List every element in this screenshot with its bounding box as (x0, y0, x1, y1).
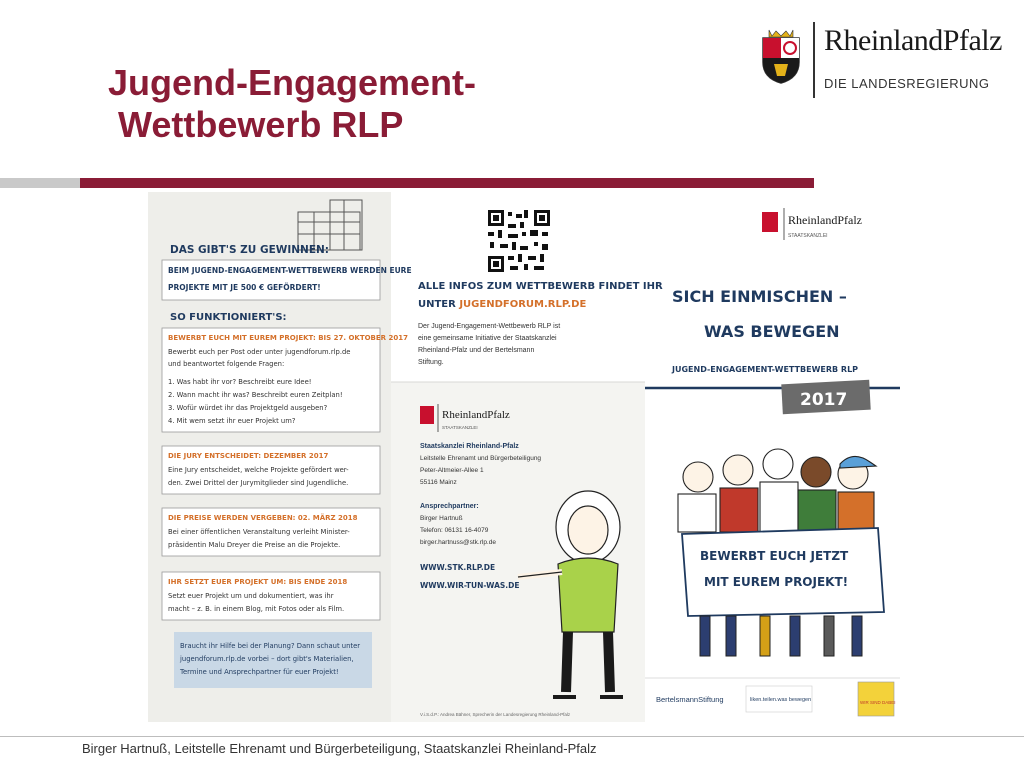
coat-of-arms-icon (760, 28, 802, 84)
org-line: 55116 Mainz (420, 479, 457, 486)
step3-title: DIE PREISE WERDEN VERGEBEN: 02. MÄRZ 2018 (168, 514, 358, 522)
slide-title-line1: Jugend-Engagement- (108, 62, 477, 103)
partner-wir-sind-dabei: WIR SIND DABEI (860, 700, 896, 705)
contact-line: Birger Hartnuß (420, 515, 463, 522)
kids-banner (682, 528, 884, 616)
step2-line: den. Zwei Drittel der Jurymitglieder sind Jugendliche. (168, 479, 349, 487)
coat-of-arms-icon (762, 212, 778, 232)
step4-title: IHR SETZT EUER PROJEKT UM: BIS ENDE 2018 (168, 578, 348, 586)
org-line: Leitstelle Ehrenamt und Bürgerbeteiligung (420, 455, 542, 462)
step2-title: DIE JURY ENTSCHEIDET: DEZEMBER 2017 (168, 452, 329, 460)
partner-bertelsmann: BertelsmannStiftung (656, 695, 724, 704)
qr-code-icon (486, 208, 552, 274)
org-line: Peter-Altmeier-Allee 1 (420, 467, 484, 474)
step1-line: 4. Mit wem setzt ihr euer Projekt um? (168, 417, 296, 425)
logo-subtitle: DIE LANDESREGIERUNG (824, 76, 990, 91)
coat-of-arms-icon (420, 406, 434, 424)
step2-line: Eine Jury entscheidet, welche Projekte gefördert wer- (168, 466, 349, 474)
contact-line: Telefon: 06131 16-4079 (420, 527, 489, 534)
how-heading: SO FUNKTIONIERT'S: (170, 312, 287, 323)
info-line2-prefix: UNTER (418, 299, 460, 310)
banner-line2: MIT EUREM PROJEKT! (704, 575, 849, 589)
flyer-subhead: JUGEND-ENGAGEMENT-WETTBEWERB RLP (672, 365, 859, 374)
flyer-headline-1: SICH EINMISCHEN – (672, 287, 847, 306)
step1-line: 1. Was habt ihr vor? Beschreibt eure Idee! (168, 378, 312, 386)
info-line1: ALLE INFOS ZUM WETTBEWERB FINDET IHR (418, 281, 663, 292)
partner-liken: liken.teilen.was bewegen (750, 697, 812, 703)
mini-logo-name: RheinlandPfalz (788, 213, 862, 227)
imprint-text: V.i.S.d.P.: Andrea Bähner, Sprecherin der Landesregierung Rheinland-Pfalz (420, 712, 571, 717)
slide-title (108, 62, 568, 146)
flyer-headline-2: WAS BEWEGEN (704, 322, 840, 341)
year-text: 2017 (800, 390, 848, 410)
mini-logo-sub: STAATSKANZLEI (442, 425, 478, 430)
prize-heading: DAS GIBT'S ZU GEWINNEN: (170, 244, 329, 256)
desc-line: Rheinland-Pfalz und der Bertelsmann (418, 347, 535, 354)
slide-title-line2: Wettbewerb RLP (118, 104, 404, 145)
mini-logo-sub: STAATSKANZLEI (788, 233, 828, 239)
title-rule-grey (0, 178, 80, 188)
contact-title: Ansprechpartner: (420, 503, 479, 510)
step1-line: 2. Wann macht ihr was? Beschreibt euren Zeitplan! (168, 391, 343, 399)
year-badge (781, 380, 870, 415)
step3-line: Bei einer öffentlichen Veranstaltung verleiht Minister- (168, 528, 350, 536)
step1-line: Bewerbt euch per Post oder unter jugendforum.rlp.de (168, 348, 351, 356)
contact-line: birger.hartnuss@stk.rlp.de (420, 539, 496, 546)
prize-line1: BEIM JUGEND-ENGAGEMENT-WETTBEWERB WERDEN EURE (168, 266, 412, 275)
mini-logo-name: RheinlandPfalz (442, 409, 510, 421)
step1-line: und beantwortet folgende Fragen: (168, 360, 285, 368)
org-line: Staatskanzlei Rheinland-Pfalz (420, 443, 519, 450)
logo-divider (813, 22, 815, 98)
flyer-image (148, 192, 900, 722)
step3-line: präsidentin Malu Dreyer die Preise an die Projekte. (168, 541, 341, 549)
step4-line: Setzt euer Projekt um und dokumentiert, was ihr (168, 592, 334, 600)
prize-line2: PROJEKTE MIT JE 500 € GEFÖRDERT! (168, 283, 321, 292)
logo-wordmark: RheinlandPfalz (824, 24, 1002, 57)
kids-illustration (668, 428, 888, 532)
title-rule-red (80, 178, 814, 188)
desc-line: eine gemeinsame Initiative der Staatskanzlei (418, 335, 557, 342)
partner-wir-sind-dabei-box (858, 682, 894, 716)
banner-line1: BEWERBT EUCH JETZT (700, 549, 849, 563)
help-line: jugendforum.rlp.de vorbei – dort gibt's Materialien, (180, 655, 354, 663)
step4-line: macht – z. B. in einem Blog, mit Fotos oder als Film. (168, 605, 345, 613)
step1-title: BEWERBT EUCH MIT EUREM PROJEKT: BIS 27. OKTOBER 2017 (168, 334, 408, 342)
help-line: Termine und Ansprechpartner für euer Projekt! (180, 668, 339, 676)
footer-divider (0, 736, 1024, 737)
rlp-logo (760, 22, 1010, 98)
desc-line: Stiftung. (418, 359, 444, 366)
footer-text: Birger Hartnuß, Leitstelle Ehrenamt und Bürgerbeteiligung, Staatskanzlei Rheinland-Pfalz (82, 741, 597, 756)
web-link-wir-tun-was: WWW.WIR-TUN-WAS.DE (420, 581, 520, 590)
help-line: Braucht ihr Hilfe bei der Planung? Dann schaut unter (180, 642, 361, 650)
info-link: JUGENDFORUM.RLP.DE (459, 299, 587, 310)
info-line2 (418, 299, 586, 310)
step1-line: 3. Wofür würdet ihr das Projektgeld ausgeben? (168, 404, 328, 412)
web-link-stk: WWW.STK.RLP.DE (420, 563, 496, 572)
desc-line: Der Jugend-Engagement-Wettbewerb RLP ist (418, 323, 561, 330)
